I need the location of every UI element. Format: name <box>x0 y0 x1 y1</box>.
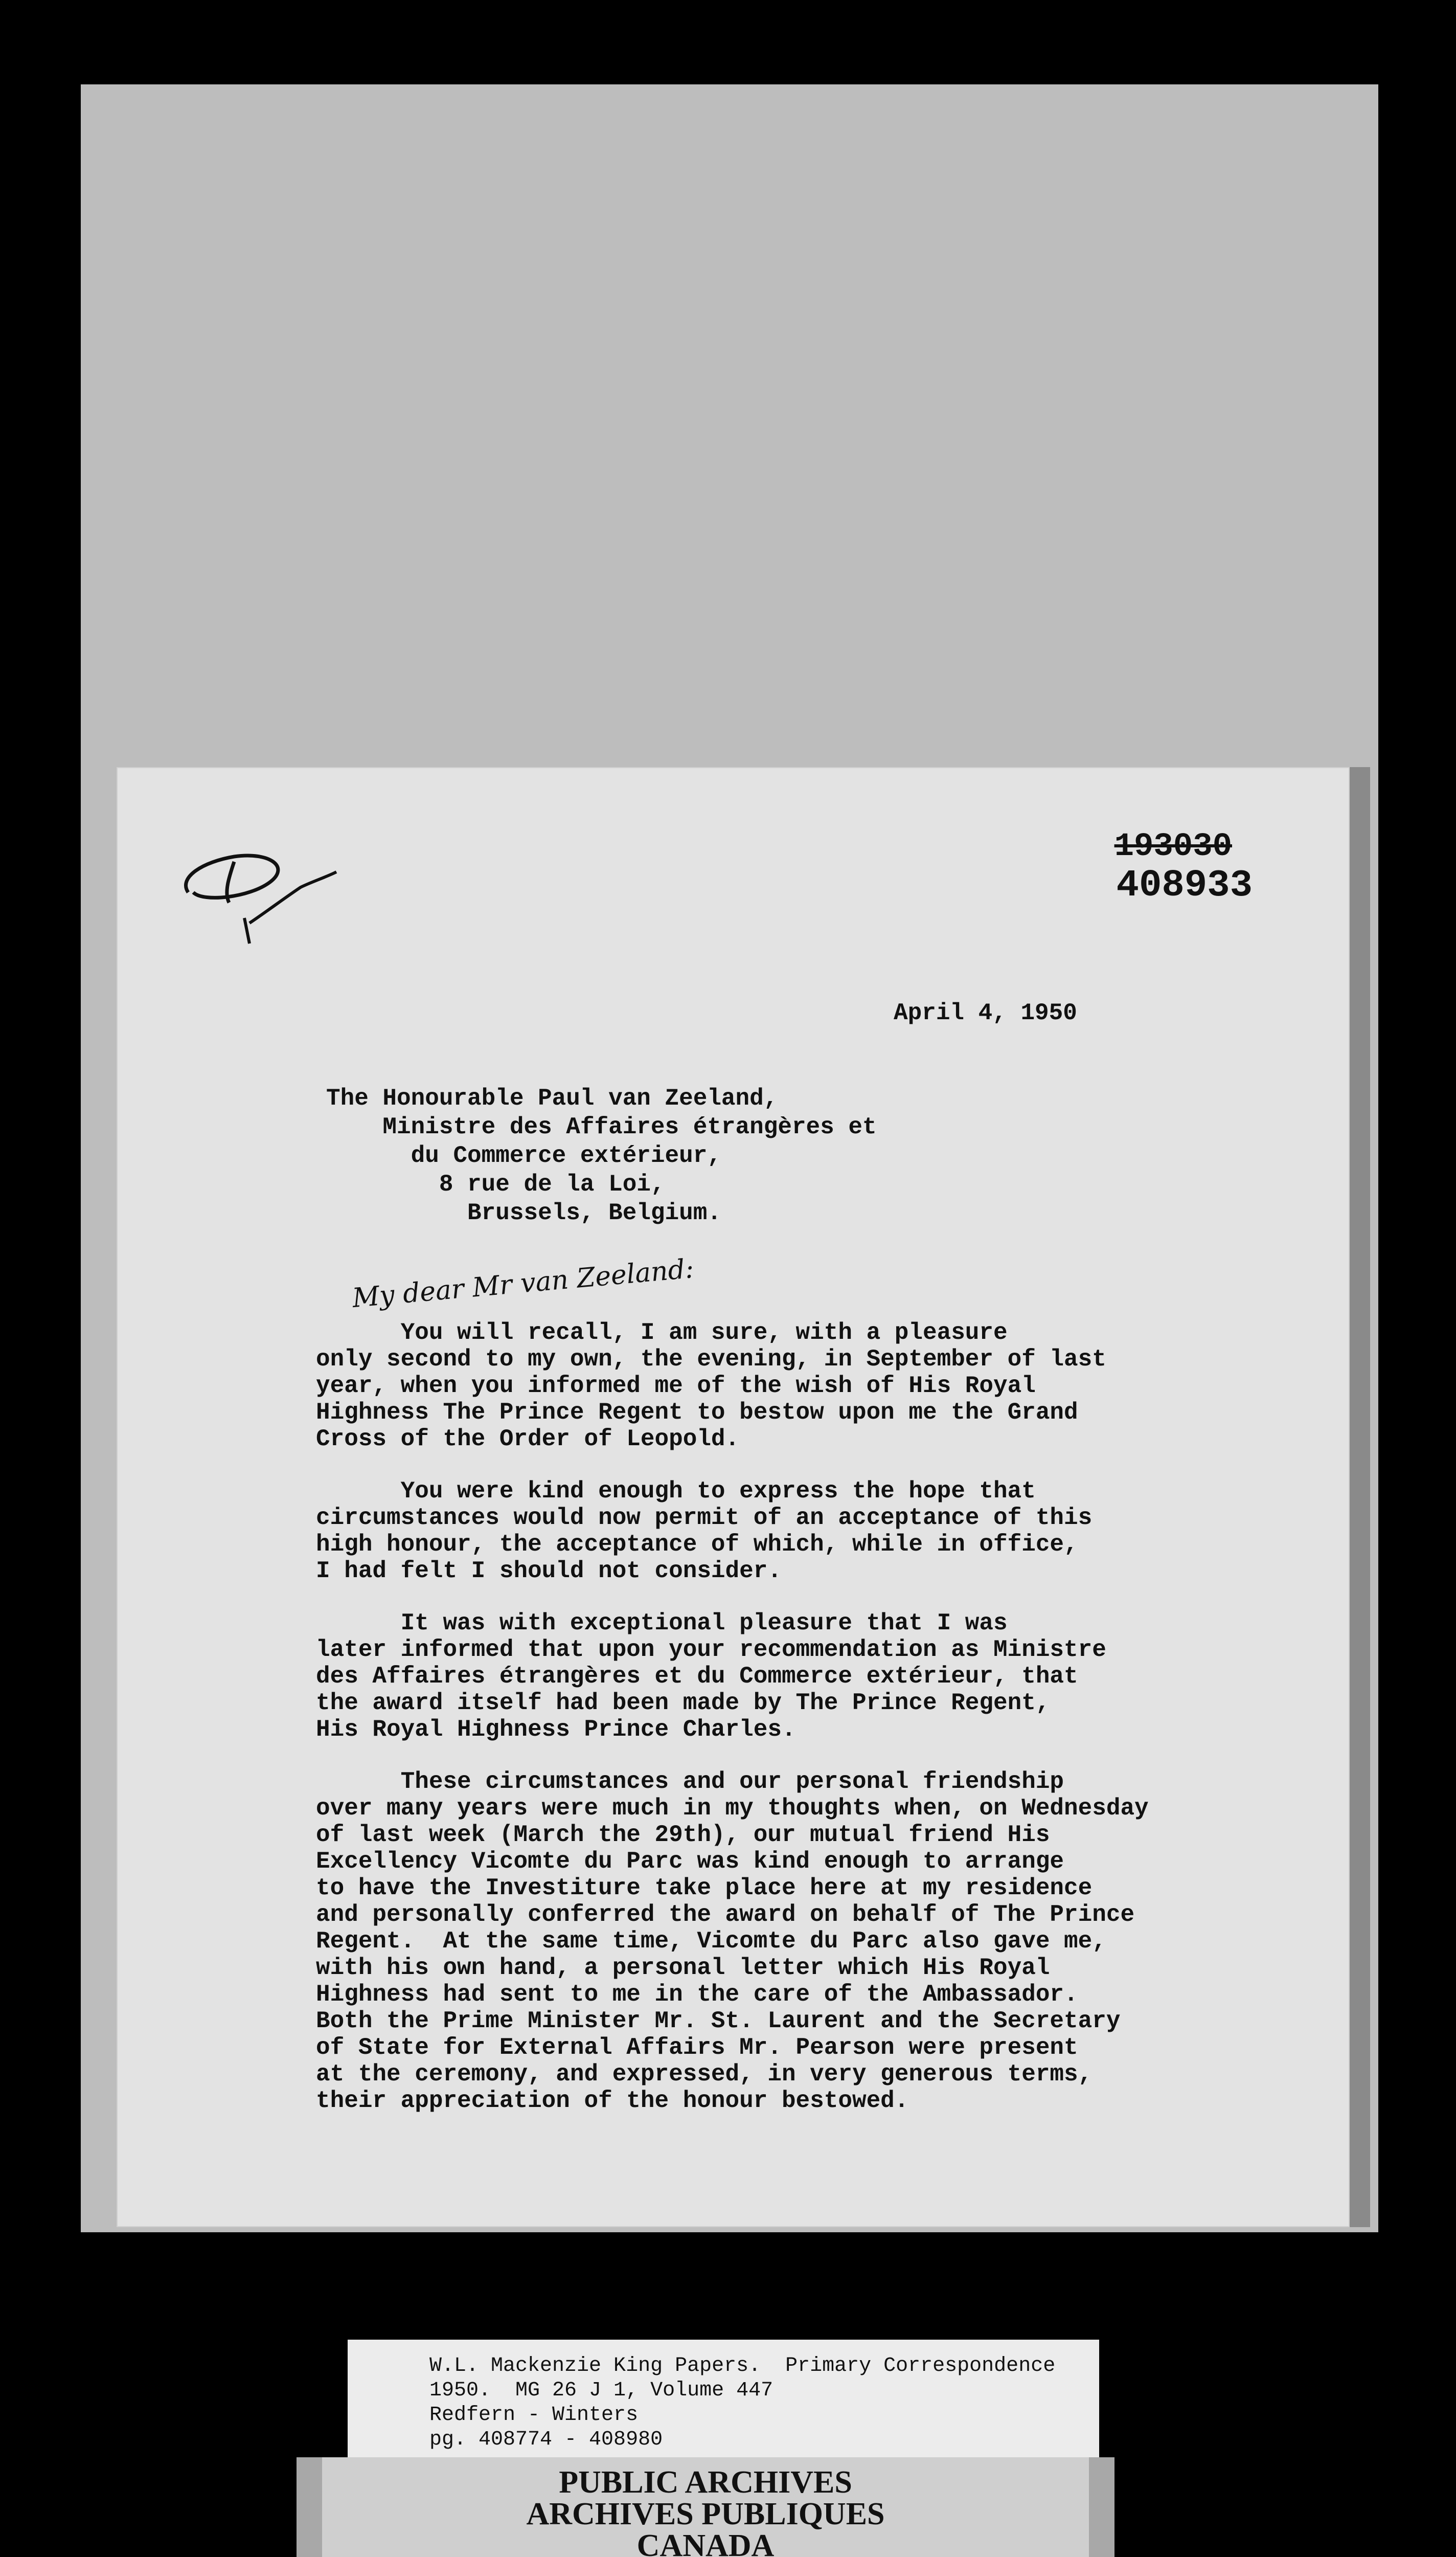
body-line: It was with exceptional pleasure that I was <box>316 1610 1008 1636</box>
body-line: of State for External Affairs Mr. Pearson were present <box>316 2034 1078 2061</box>
recipient-address <box>326 1084 877 1227</box>
body-line: of last week (March the 29th), our mutual friend His <box>316 1822 1050 1848</box>
address-line: 8 rue de la Loi, <box>326 1171 665 1198</box>
handwritten-salutation: My dear Mr van Zeeland: <box>351 1253 695 1314</box>
letter-page <box>117 767 1350 2227</box>
body-line: the award itself had been made by The Prince Regent, <box>316 1690 1050 1716</box>
body-line: Highness The Prince Regent to bestow upon me the Grand <box>316 1399 1078 1426</box>
old-reference-number: 193030 <box>1114 828 1232 865</box>
address-line: The Honourable Paul van Zeeland, <box>326 1085 778 1112</box>
letter-date: April 4, 1950 <box>894 1000 1077 1026</box>
body-line: and personally conferred the award on behalf of The Prince <box>316 1901 1135 1928</box>
body-line: with his own hand, a personal letter which His Royal <box>316 1955 1050 1981</box>
body-line: His Royal Highness Prince Charles. <box>316 1716 796 1743</box>
body-line: year, when you informed me of the wish of His Royal <box>316 1373 1036 1399</box>
body-line: to have the Investiture take place here at my residence <box>316 1875 1093 1901</box>
body-line: only second to my own, the evening, in September of last <box>316 1346 1106 1373</box>
body-line: Cross of the Order of Leopold. <box>316 1426 740 1452</box>
stamp-line: CANADA <box>636 2528 775 2557</box>
body-line: Highness had sent to me in the care of the Ambassador. <box>316 1981 1078 2008</box>
label-line: 1950. MG 26 J 1, Volume 447 <box>429 2379 774 2402</box>
letter-body <box>316 1319 1287 2140</box>
paragraph <box>316 1768 1287 2114</box>
public-archives-stamp <box>297 2457 1114 2557</box>
body-line: later informed that upon your recommendation as Ministre <box>316 1636 1106 1663</box>
body-line: You were kind enough to express the hope that <box>316 1478 1036 1505</box>
stamp-line: PUBLIC ARCHIVES <box>559 2465 852 2500</box>
address-line: Brussels, Belgium. <box>326 1200 721 1226</box>
reference-number <box>1114 828 1253 907</box>
stamp-line: ARCHIVES PUBLIQUES <box>526 2497 885 2531</box>
body-line: their appreciation of the honour bestowed. <box>316 2088 909 2114</box>
body-line: You will recall, I am sure, with a pleasure <box>316 1319 1008 1346</box>
body-line: des Affaires étrangères et du Commerce extérieur, that <box>316 1663 1078 1690</box>
body-line: Regent. At the same time, Vicomte du Parc also gave me, <box>316 1928 1106 1955</box>
body-line: high honour, the acceptance of which, while in office, <box>316 1531 1078 1558</box>
address-line: du Commerce extérieur, <box>326 1142 721 1169</box>
paragraph <box>316 1478 1287 1584</box>
handwritten-initials <box>173 821 357 974</box>
page-edge-shadow <box>1350 767 1370 2227</box>
address-line: Ministre des Affaires étrangères et <box>326 1114 877 1140</box>
label-line: Redfern - Winters <box>429 2404 639 2427</box>
body-line: Excellency Vicomte du Parc was kind enough to arrange <box>316 1848 1064 1875</box>
body-line: circumstances would now permit of an acceptance of this <box>316 1505 1093 1531</box>
body-line: I had felt I should not consider. <box>316 1558 782 1584</box>
new-reference-number: 408933 <box>1116 864 1253 907</box>
archive-label-card <box>348 2340 1099 2465</box>
body-line: at the ceremony, and expressed, in very generous terms, <box>316 2061 1093 2088</box>
label-line: W.L. Mackenzie King Papers. Primary Correspondence <box>429 2354 1056 2377</box>
body-line: Both the Prime Minister Mr. St. Laurent and the Secretary <box>316 2008 1121 2034</box>
label-line: pg. 408774 - 408980 <box>429 2428 663 2451</box>
body-line: These circumstances and our personal friendship <box>316 1768 1064 1795</box>
body-line: over many years were much in my thoughts when, on Wednesday <box>316 1795 1149 1822</box>
paragraph <box>316 1610 1287 1743</box>
paragraph <box>316 1319 1287 1452</box>
